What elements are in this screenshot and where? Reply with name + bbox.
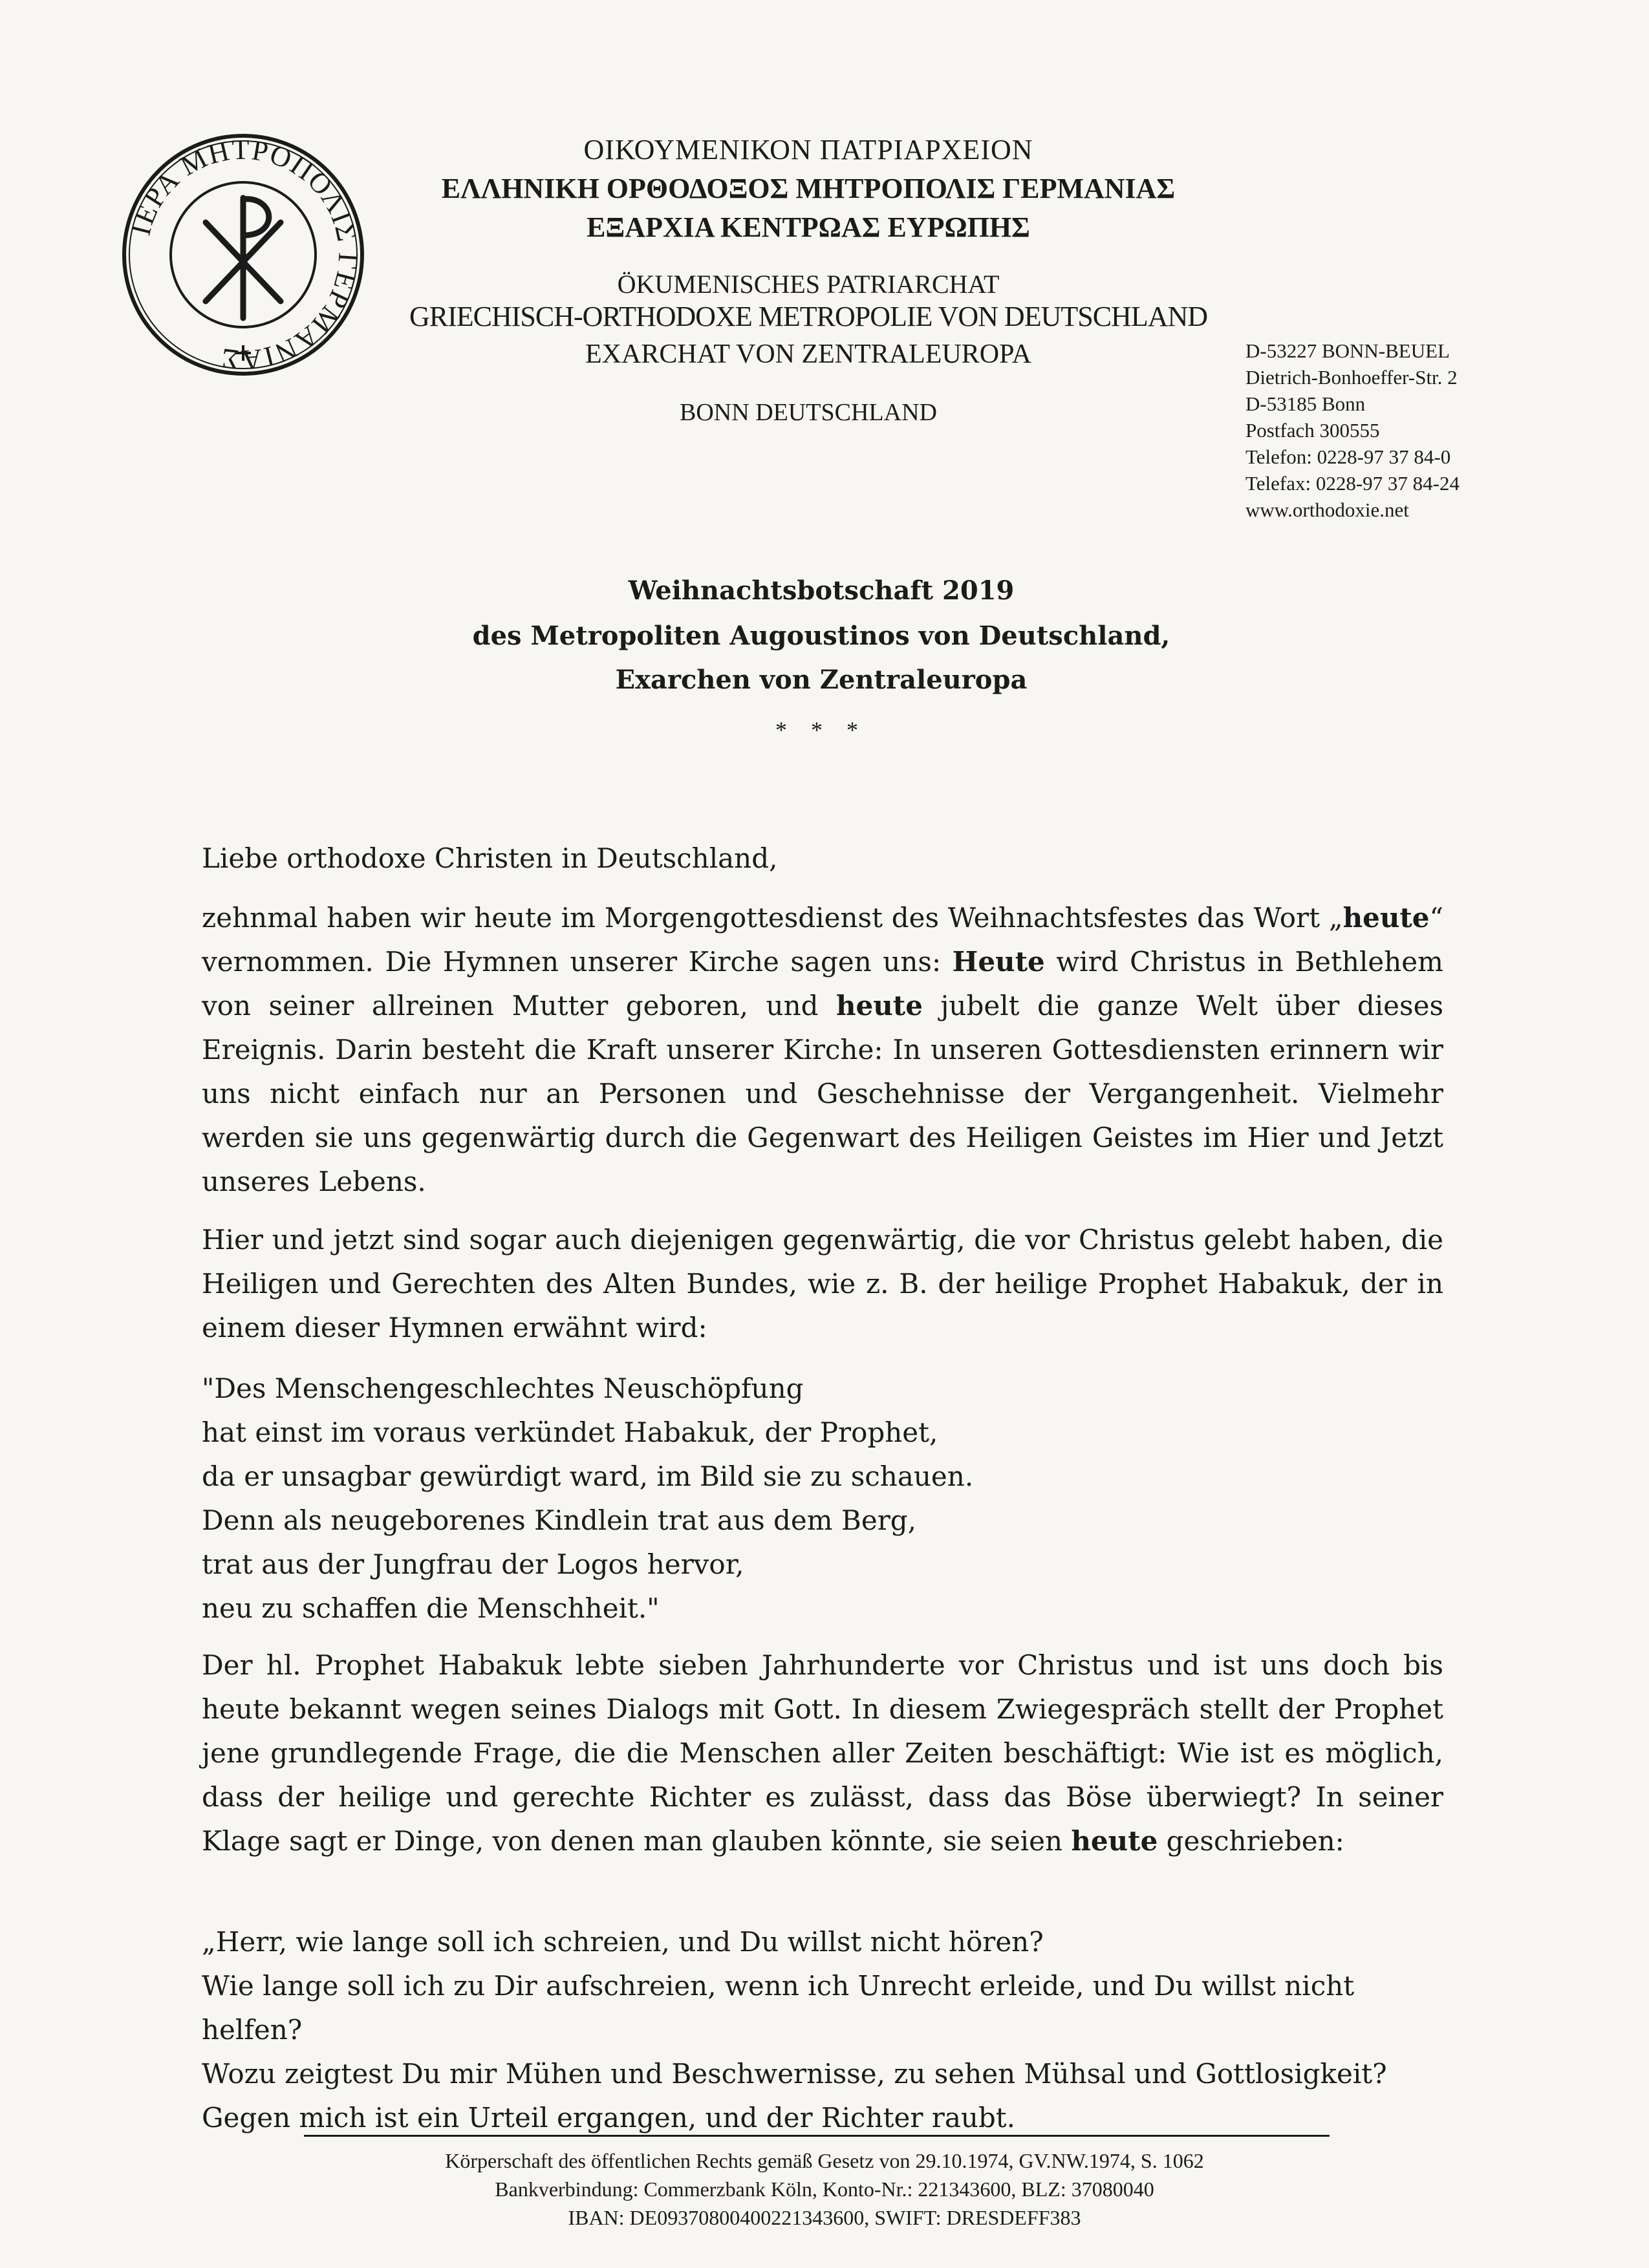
address-line: D-53185 Bonn bbox=[1245, 392, 1366, 415]
hymn-line: da er unsagbar gewürdigt ward, im Bild sie zu schauen. bbox=[202, 1460, 974, 1492]
salutation: Liebe orthodoxe Christen in Deutschland, bbox=[202, 842, 778, 874]
paragraph-2: Hier und jetzt sind sogar auch diejenigen gegenwärtig, die vor Christus gelebt haben, die Heiligen und Gerechten des Alten Bundes, wie z. B. der heilige Prophet Habakuk, der in einem dieser Hymnen erwähnt wird: bbox=[202, 1224, 1443, 1343]
footer-legal: Körperschaft des öffentlichen Rechts gemäß Gesetz von 29.10.1974, GV.NW.1974, S. 1062 bbox=[445, 2149, 1204, 2172]
footer-bank: Bankverbindung: Commerzbank Köln, Konto-Nr.: 221343600, BLZ: 37080040 bbox=[495, 2177, 1154, 2201]
address-fax: Telefax: 0228-97 37 84-24 bbox=[1245, 472, 1460, 495]
metropolis-seal bbox=[120, 132, 366, 378]
header-location: BONN DEUTSCHLAND bbox=[680, 399, 937, 426]
header-greek-metropolis: ΕΛΛΗΝΙΚΗ ΟΡΘΟΔΟΞΟΣ ΜΗΤΡΟΠΟΛΙΣ ΓΕΡΜΑΝΙΑΣ bbox=[441, 173, 1176, 204]
footer bbox=[194, 2146, 1455, 2232]
hymn-quote bbox=[202, 1367, 1443, 1631]
section-divider: * * * bbox=[775, 717, 867, 743]
address-website: www.orthodoxie.net bbox=[1245, 498, 1409, 521]
paragraph-3: Der hl. Prophet Habakuk lebte sieben Jahrhunderte vor Christus und ist uns doch bis heute bekannt wegen seines Dialogs mit Gott. In diesem Zwiegespräch stellt der Prophet jene grundlegende Frage, die die Menschen aller Zeiten beschäftigt: Wie ist es möglich, dass der heilige und gerechte Richter es zulässt, dass das Böse überwiegt? In seiner Klage sagt er Dinge, von denen man glauben könnte, sie seien heute geschrieben: bbox=[202, 1649, 1443, 1857]
header-german-exarchate: EXARCHAT VON ZENTRALEUROPA bbox=[585, 339, 1031, 369]
header-greek-exarchate: ΕΞΑΡΧΙΑ ΚΕΝΤΡΩΑΣ ΕΥΡΩΠΗΣ bbox=[587, 211, 1030, 243]
seal-text: ΙΕΡΑ ΜΗΤΡΟΠΟΛΙΣ ΓΕΡΜΑΝΙΑΣ bbox=[124, 133, 365, 376]
footer-divider bbox=[304, 2135, 1330, 2137]
hymn-line: hat einst im voraus verkündet Habakuk, der Prophet, bbox=[202, 1417, 938, 1448]
paragraph-1: zehnmal haben wir heute im Morgengottesdienst des Weihnachtsfestes das Wort „heute“ vernommen. Die Hymnen unserer Kirche sagen uns: Heute wird Christus in Bethlehem von seiner allreinen Mutter geboren, und heute jubelt die ganze Welt über dieses Ereignis. Darin besteht die Kraft unserer Kirche: In unseren Gottesdiensten erinnern wir uns nicht einfach nur an Personen und Geschehnisse der Vergangenheit. Vielmehr werden sie uns gegenwärtig durch die Gegenwart des Heiligen Geistes im Hier und Jetzt unseres Lebens. bbox=[202, 902, 1443, 1197]
chi-rho-icon bbox=[206, 198, 281, 318]
address-line: Dietrich-Bonhoeffer-Str. 2 bbox=[1245, 366, 1458, 389]
quote-line: Wozu zeigtest Du mir Mühen und Beschwernisse, zu sehen Mühsal und Gottlosigkeit? bbox=[202, 2058, 1387, 2090]
hymn-line: neu zu schaffen die Menschheit." bbox=[202, 1592, 660, 1624]
quote-line: Wie lange soll ich zu Dir aufschreien, wenn ich Unrecht erleide, und Du willst nicht helfen? bbox=[202, 1970, 1355, 2046]
header-german-patriarchate: ÖKUMENISCHES PATRIARCHAT bbox=[617, 270, 1000, 299]
document-subtitle-2: Exarchen von Zentraleuropa bbox=[615, 665, 1028, 695]
document-subtitle: des Metropoliten Augoustinos von Deutschland, bbox=[472, 621, 1170, 651]
footer-iban: IBAN: DE09370800400221343600, SWIFT: DRESDEFF383 bbox=[568, 2206, 1081, 2229]
address-block bbox=[1245, 337, 1460, 523]
header-german-metropolis: GRIECHISCH-ORTHODOXE METROPOLIE VON DEUTSCHLAND bbox=[409, 301, 1208, 332]
hymn-line: trat aus der Jungfrau der Logos hervor, bbox=[202, 1548, 744, 1580]
header-greek-patriarchate: ΟΙΚΟΥΜΕΝΙΚΟΝ ΠΑΤΡΙΑΡΧΕΙΟΝ bbox=[583, 134, 1033, 166]
address-line: Postfach 300555 bbox=[1245, 419, 1380, 442]
hymn-line: Denn als neugeborenes Kindlein trat aus dem Berg, bbox=[202, 1504, 917, 1536]
document-title: Weihnachtsbotschaft 2019 bbox=[628, 575, 1015, 606]
quote-line: Gegen mich ist ein Urteil ergangen, und der Richter raubt. bbox=[202, 2102, 1016, 2134]
habakkuk-quote bbox=[202, 1920, 1443, 2140]
seal-graphic bbox=[120, 132, 366, 378]
address-phone: Telefon: 0228-97 37 84-0 bbox=[1245, 445, 1451, 468]
hymn-line: "Des Menschengeschlechtes Neuschöpfung bbox=[202, 1373, 804, 1404]
address-line: D-53227 BONN-BEUEL bbox=[1245, 339, 1450, 362]
quote-line: „Herr, wie lange soll ich schreien, und Du willst nicht hören? bbox=[202, 1926, 1044, 1958]
